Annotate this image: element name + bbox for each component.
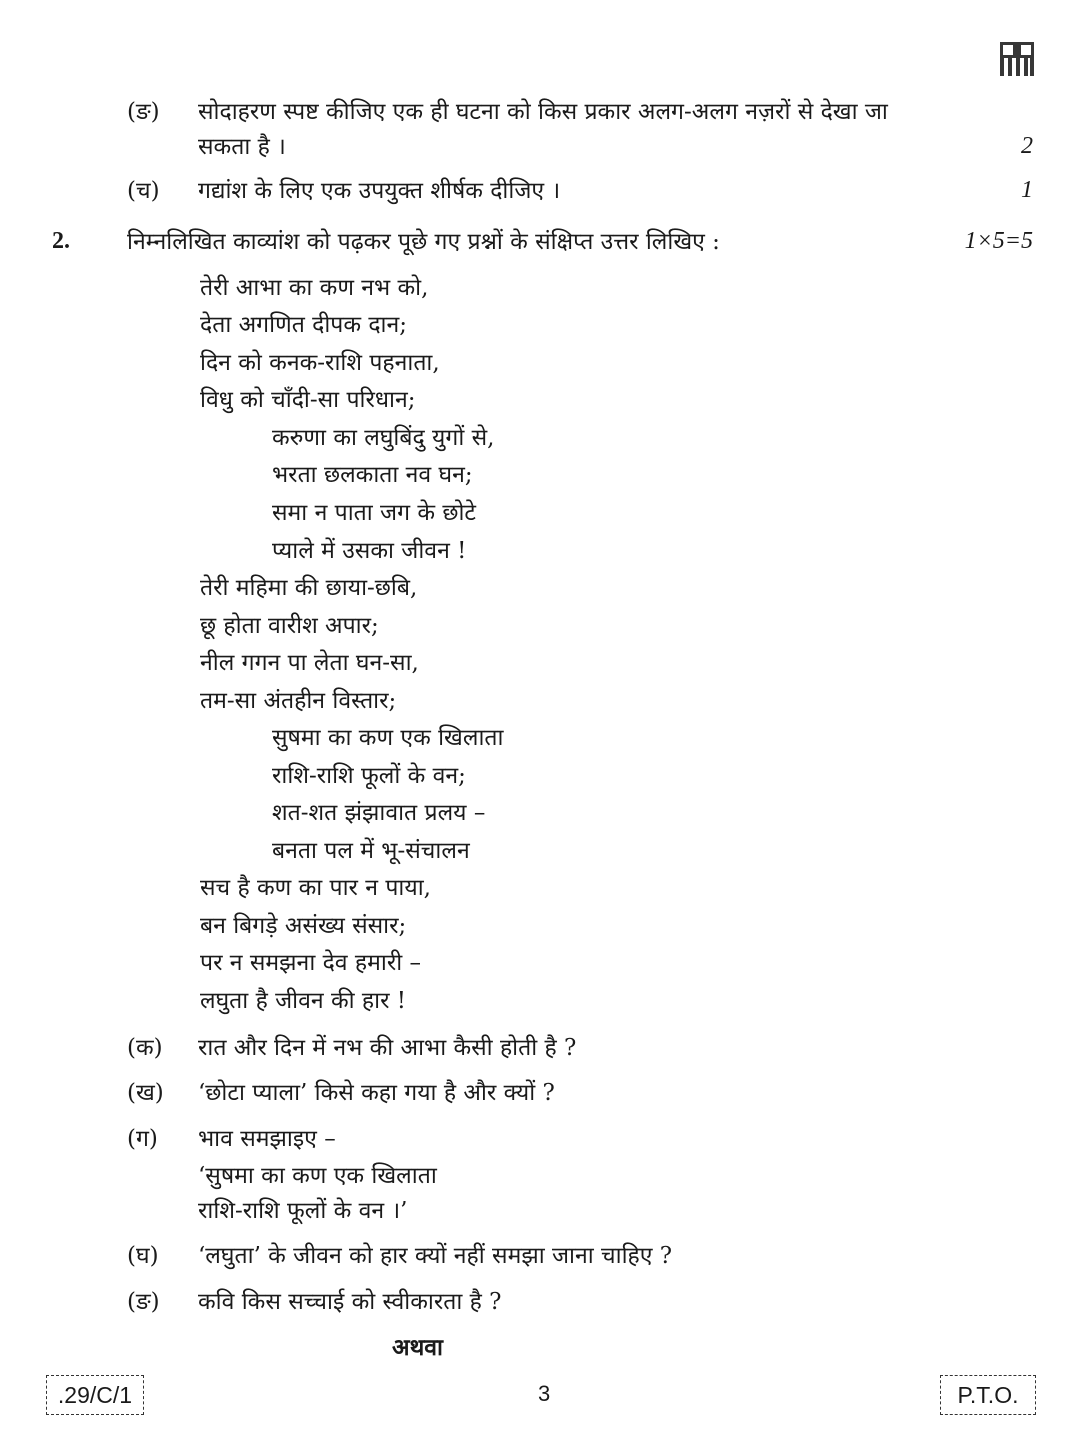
subquestion-text-line3: राशि-राशि फूलों के वन ।’ bbox=[198, 1198, 408, 1224]
poem-line: विधु को चाँदी-सा परिधान; bbox=[200, 387, 416, 413]
qr-code-icon bbox=[1000, 42, 1034, 76]
poem-line: समा न पाता जग के छोटे bbox=[272, 500, 477, 526]
question-marks: 1×5=5 bbox=[964, 228, 1033, 254]
question-marks: 2 bbox=[1021, 133, 1033, 159]
subquestion-text: रात और दिन में नभ की आभा कैसी होती है ? bbox=[198, 1035, 577, 1061]
subquestion-text-line2: ‘सुषमा का कण एक खिलाता bbox=[198, 1163, 437, 1189]
subquestion-label: (ख) bbox=[127, 1080, 164, 1106]
subquestion-label: (ग) bbox=[127, 1126, 158, 1152]
question-text-line2: सकता है । bbox=[198, 134, 286, 160]
poem-line: पर न समझना देव हमारी – bbox=[200, 950, 421, 976]
subquestion-label: (क) bbox=[127, 1035, 163, 1061]
question-number: 2. bbox=[52, 228, 70, 254]
pto-box bbox=[940, 1375, 1036, 1415]
question-label: (ङ) bbox=[127, 99, 160, 125]
poem-line: सच है कण का पार न पाया, bbox=[200, 875, 431, 901]
poem-line: भरता छलकाता नव घन; bbox=[272, 462, 473, 488]
question-label: (च) bbox=[127, 178, 160, 204]
subquestion-label: (ङ) bbox=[127, 1289, 160, 1315]
poem-line: तेरी आभा का कण नभ को, bbox=[200, 275, 429, 301]
poem-line: देता अगणित दीपक दान; bbox=[200, 312, 408, 338]
poem-line: करुणा का लघुबिंदु युगों से, bbox=[272, 425, 495, 451]
poem-line: लघुता है जीवन की हार ! bbox=[200, 988, 407, 1014]
poem-line: प्याले में उसका जीवन ! bbox=[272, 538, 467, 564]
page-number: 3 bbox=[538, 1381, 551, 1406]
subquestion-text: कवि किस सच्चाई को स्वीकारता है ? bbox=[198, 1289, 502, 1315]
poem-line: शत-शत झंझावात प्रलय – bbox=[272, 800, 486, 826]
question-marks: 1 bbox=[1021, 177, 1033, 203]
poem-line: छू होता वारीश अपार; bbox=[200, 613, 379, 639]
subquestion-text: ‘छोटा प्याला’ किसे कहा गया है और क्यों ? bbox=[198, 1080, 555, 1106]
poem-line: बन बिगड़े असंख्य संसार; bbox=[200, 913, 407, 939]
poem-line: बनता पल में भू-संचालन bbox=[272, 838, 470, 864]
poem-line: राशि-राशि फूलों के वन; bbox=[272, 763, 466, 789]
poem-line: नील गगन पा लेता घन-सा, bbox=[200, 650, 419, 676]
paper-code: .29/C/1 bbox=[57, 1382, 133, 1408]
poem-line: तेरी महिमा की छाया-छबि, bbox=[200, 575, 418, 601]
or-heading: अथवा bbox=[392, 1334, 444, 1361]
question-text: गद्यांश के लिए एक उपयुक्त शीर्षक दीजिए । bbox=[198, 178, 561, 204]
question-text-line1: सोदाहरण स्पष्ट कीजिए एक ही घटना को किस प्रकार अलग-अलग नज़रों से देखा जा bbox=[198, 99, 888, 125]
subquestion-label: (घ) bbox=[127, 1243, 159, 1269]
poem-line: सुषमा का कण एक खिलाता bbox=[272, 725, 504, 751]
poem-line: तम-सा अंतहीन विस्तार; bbox=[200, 688, 397, 714]
paper-code-box bbox=[46, 1375, 144, 1415]
question-instruction: निम्नलिखित काव्यांश को पढ़कर पूछे गए प्रश्नों के संक्षिप्त उत्तर लिखिए : bbox=[127, 229, 720, 255]
pto-label: P.T.O. bbox=[957, 1382, 1019, 1408]
subquestion-text: ‘लघुता’ के जीवन को हार क्यों नहीं समझा जाना चाहिए ? bbox=[198, 1243, 673, 1269]
subquestion-text-line1: भाव समझाइए – bbox=[198, 1126, 336, 1152]
poem-line: दिन को कनक-राशि पहनाता, bbox=[200, 350, 440, 376]
